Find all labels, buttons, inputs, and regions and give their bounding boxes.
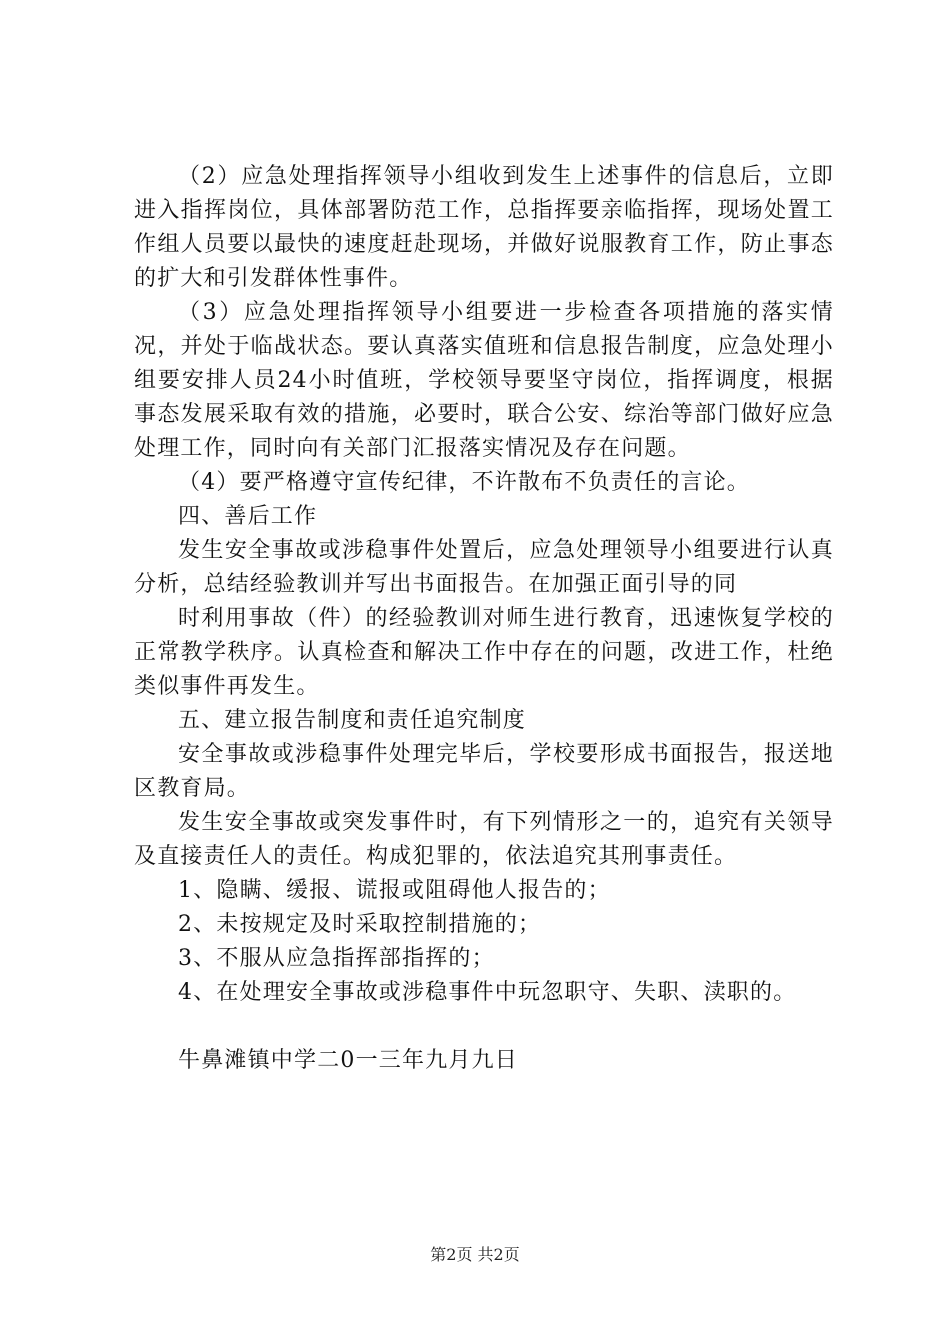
paragraph-item-3: （3）应急处理指挥领导小组要进一步检查各项措施的落实情况，并处于临战状态。要认真落实值班和信息报告制度，应急处理小组要安排人员24小时值班，学校领导要坚守岗位，指挥调度，根据事态发展采取有效的措施，必要时，联合公安、综治等部门做好应急处理工作，同时向有关部门汇报落实情况及存在问题。	[134, 300, 834, 461]
list-item: 3、不服从应急指挥部指挥的；	[178, 946, 495, 971]
paragraph-item-2: （2）应急处理指挥领导小组收到发生上述事件的信息后，立即进入指挥岗位，具体部署防范工作，总指挥要亲临指挥，现场处置工作组人员要以最快的速度赶赴现场，并做好说服教育工作，防止事态的扩大和引发群体性事件。	[134, 164, 834, 291]
paragraph-reporting-1: 安全事故或涉稳事件处理完毕后，学校要形成书面报告，报送地区教育局。	[134, 742, 834, 801]
signature-line: 牛鼻滩镇中学二0一三年九月九日	[178, 1048, 518, 1073]
list-item: 2、未按规定及时采取控制措施的；	[178, 912, 542, 937]
page-footer: 第2页 共2页	[430, 1245, 520, 1264]
paragraph-item-4: （4）要严格遵守宣传纪律，不许散布不负责任的言论。	[178, 470, 750, 495]
list-item: 4、在处理安全事故或涉稳事件中玩忽职守、失职、渎职的。	[178, 980, 797, 1005]
paragraph-aftermath-1: 发生安全事故或涉稳事件处置后，应急处理领导小组要进行认真分析，总结经验教训并写出书面报告。在加强正面引导的同	[134, 538, 834, 597]
paragraph-reporting-2: 发生安全事故或突发事件时，有下列情形之一的，追究有关领导及直接责任人的责任。构成犯罪的，依法追究其刑事责任。	[134, 810, 834, 869]
section-heading-reporting: 五、建立报告制度和责任追究制度	[178, 708, 527, 733]
document-body	[134, 160, 834, 1078]
list-item: 1、隐瞒、缓报、谎报或阻碍他人报告的；	[178, 878, 611, 903]
section-heading-aftermath: 四、善后工作	[178, 504, 318, 529]
paragraph-aftermath-2: 时利用事故（件）的经验教训对师生进行教育，迅速恢复学校的正常教学秩序。认真检查和解决工作中存在的问题，改进工作，杜绝类似事件再发生。	[134, 606, 834, 699]
